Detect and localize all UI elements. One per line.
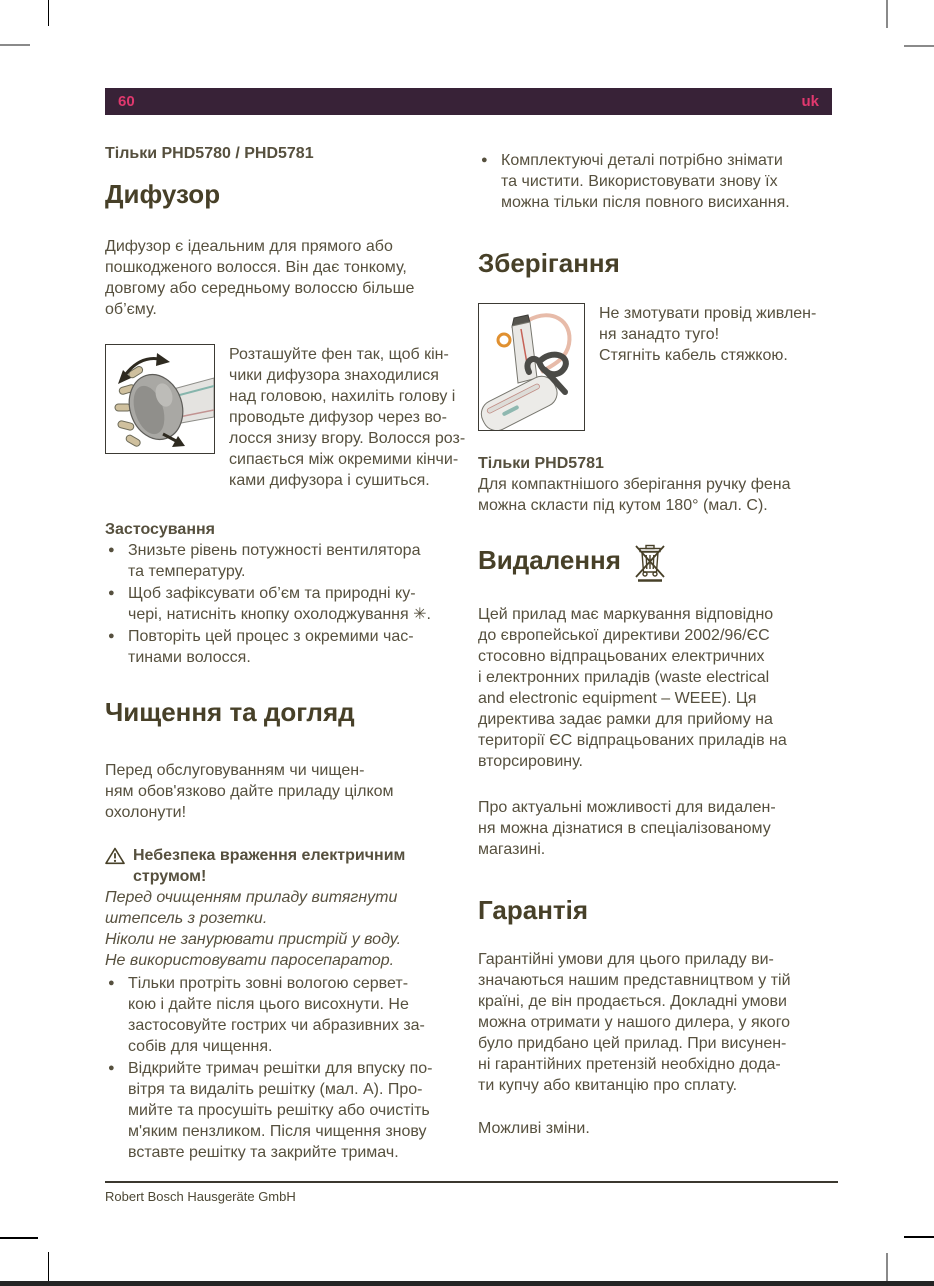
bullet-icon: ●: [108, 977, 115, 989]
warning-text: Перед очищенням приладу витягнути штепсель з розетки. Ніколи не занурювати пристрій у воду. Не використовувати паросепаратор.: [105, 889, 402, 969]
disposal-paragraph-2: Про актуальні можливості для видален- ня можна дізнатися в спеціалізованому магазині.: [478, 799, 776, 858]
bullet-icon: ●: [108, 630, 115, 642]
storage-figure-row: [478, 303, 836, 431]
section-title-warranty: Гарантія: [478, 895, 589, 925]
storage-figure: [478, 303, 585, 431]
crop-mark-top-right-h: [904, 45, 934, 47]
diffuser-figure-caption: Розташуйте фен так, щоб кін- чики дифузора знаходилися над головою, нахиліть голову і проводьте дифузор через во- лосся знизу вгору. Волосся роз- сипається між окремими кінчи- ками дифузора і сушиться.: [229, 346, 466, 489]
crop-mark-top-left-v: [48, 0, 49, 26]
bullet-icon: ●: [108, 1062, 115, 1074]
changes-note: Можливі зміни.: [478, 1120, 590, 1137]
section-title-disposal: Видалення: [478, 545, 621, 575]
crop-mark-bottom-right-h: [904, 1236, 934, 1238]
cleaning-intro: Перед обслуговуванням чи чищен- ням обов'язково дайте приладу цілком охолонути!: [105, 762, 394, 821]
diffuser-figure-row: [105, 344, 465, 491]
diffuser-figure: [105, 344, 215, 454]
list-item: ● Тільки протріть зовні вологою сервет- кою і дайте після цього висохнути. Не застосовуйте гострих чи абразивних за- собів для чищення.: [105, 973, 465, 1057]
crop-mark-top-left-h: [0, 44, 30, 46]
section-title-storage: Зберігання: [478, 248, 620, 278]
model-note-right: Тільки PHD5781: [478, 455, 604, 472]
bullet-icon: ●: [108, 587, 115, 599]
warning-triangle-icon: [105, 845, 133, 887]
list-item: ● Знизьте рівень потужності вентилятора та температуру.: [105, 540, 465, 582]
list-item: ● Комплектуючі деталі потрібно знімати та чистити. Використовувати знову їх можна тільки після повного висихання.: [478, 150, 836, 213]
list-item: ● Відкрийте тримач решітки для впуску по- вітря та видаліть решітку (мал. A). Про- мийте та просушіть решітку або очистіть м'яким пензликом. Після чищення знову вставте решітку та закрийте тримач.: [105, 1058, 465, 1163]
section-title-diffuser: Дифузор: [105, 179, 221, 209]
warranty-paragraph: Гарантійні умови для цього приладу ви- значаються нашим представництвом у тій країні, де він продається. Докладні умови можна отримати у нашого дилера, у якого було придбано цей прилад. При висунен- ні гарантійних претензій необхідно дода- ти купчу або квитанцію про сплату.: [478, 951, 791, 1094]
page-header-bar: [105, 88, 832, 115]
page-bottom-edge: [0, 1281, 934, 1286]
crop-mark-top-right-v: [886, 0, 888, 28]
page-number: 60: [118, 93, 135, 110]
language-code: uk: [801, 93, 819, 110]
bullet-icon: ●: [481, 154, 488, 166]
warning-block: [105, 845, 465, 887]
hairdryer-illustration-icon: [479, 304, 584, 430]
list-item: ● Повторіть цей процес з окремими час- тинами волосся.: [105, 626, 465, 668]
storage-note: Для компактнішого зберігання ручку фена можна скласти під кутом 180° (мал. C).: [478, 476, 791, 514]
publisher-name: Robert Bosch Hausgeräte GmbH: [105, 1189, 296, 1204]
left-column: [105, 143, 465, 1164]
diffuser-illustration-icon: [106, 345, 214, 453]
model-note-left: Тільки PHD5780 / PHD5781: [105, 145, 314, 162]
diffuser-intro: Дифузор є ідеальним для прямого або пошкодженого волосся. Він дає тонкому, довгому або середньому волоссю більше об’єму.: [105, 238, 415, 318]
storage-figure-caption: Не змотувати провід живлен- ня занадто туго! Стягніть кабель стяжкою.: [599, 305, 817, 364]
right-column: [478, 150, 836, 1139]
weee-crossed-bin-icon: [633, 542, 667, 582]
usage-title: Застосування: [105, 521, 215, 538]
disposal-heading-row: [478, 546, 836, 582]
bullet-icon: ●: [108, 544, 115, 556]
warning-title: Небезпека враження електричним струмом!: [133, 847, 406, 885]
section-title-cleaning: Чищення та догляд: [105, 697, 355, 727]
crop-mark-bottom-left-h: [0, 1237, 38, 1239]
list-item: ● Щоб зафіксувати об’єм та природні ку- чері, натисніть кнопку охолоджування ✳.: [105, 583, 465, 625]
disposal-paragraph-1: Цей прилад має маркування відповідно до європейської директиви 2002/96/ЄС стосовно відпрацьованих електричних і електронних приладів (waste electrical and electronic equipment – WEEE). Ця директива задає рамки для прийому на території ЄС відпрацьованих приладів на вторсировину.: [478, 606, 787, 770]
page-footer: [105, 1181, 838, 1204]
